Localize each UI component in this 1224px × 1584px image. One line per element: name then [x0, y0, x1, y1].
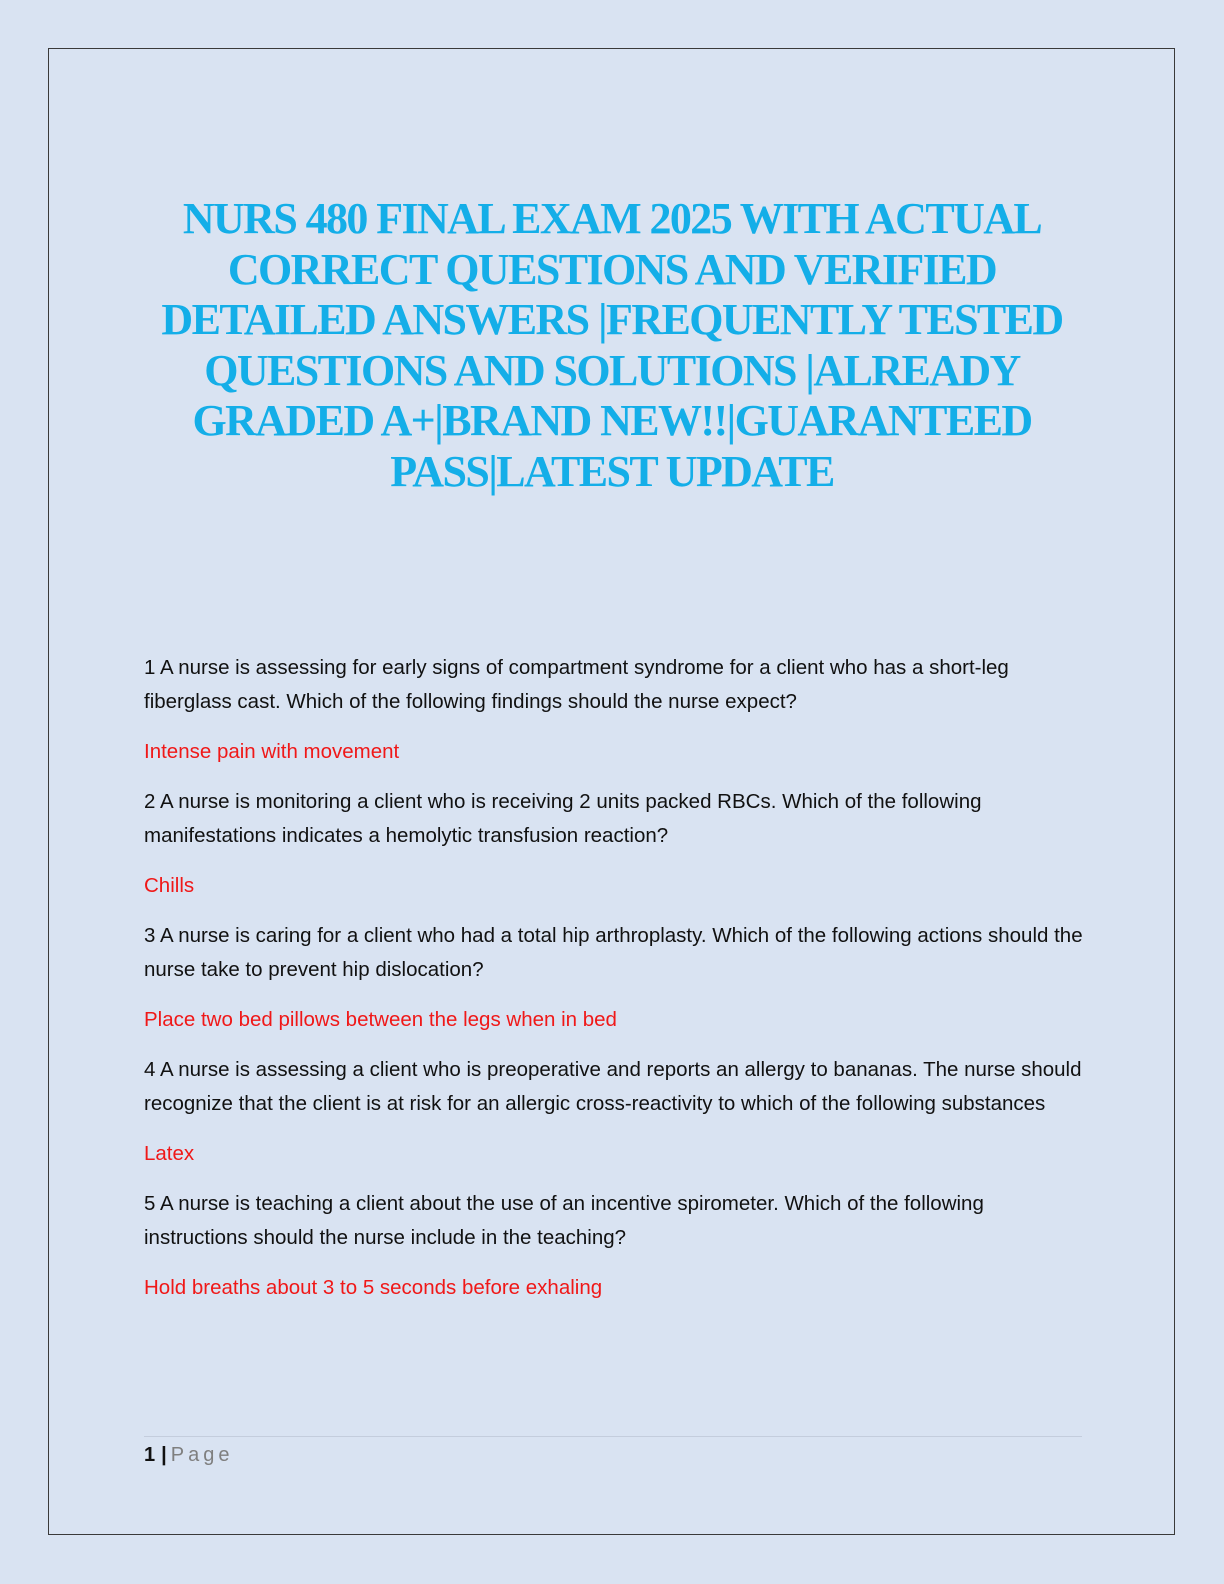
- page-label: Page: [170, 1444, 234, 1466]
- qa-item: [144, 785, 1084, 903]
- page-number: 1: [144, 1444, 156, 1466]
- question-text: 3 A nurse is caring for a client who had a total hip arthroplasty. Which of the following actions should the nurse take to prevent hip dislocation?: [144, 924, 1083, 981]
- footer-divider: [144, 1436, 1082, 1437]
- answer-text: Hold breaths about 3 to 5 seconds before exhaling: [144, 1276, 603, 1299]
- qa-item: [144, 919, 1084, 1037]
- question-text: 4 A nurse is assessing a client who is preoperative and reports an allergy to bananas. The nurse should recognize that the client is at risk for an allergic cross-reactivity to which of the following substances: [144, 1058, 1082, 1115]
- question-text: 5 A nurse is teaching a client about the use of an incentive spirometer. Which of the following instructions should the nurse include in the teaching?: [144, 1192, 984, 1249]
- question-text: 1 A nurse is assessing for early signs of compartment syndrome for a client who has a short-leg fiberglass cast. Which of the following findings should the nurse expect?: [144, 656, 1009, 713]
- answer-text: Latex: [144, 1142, 195, 1165]
- qa-item: [144, 1053, 1084, 1171]
- qa-item: [144, 651, 1084, 769]
- page-footer: [144, 1440, 233, 1470]
- answer-text: Intense pain with movement: [144, 740, 400, 763]
- answer-text: Chills: [144, 874, 195, 897]
- question-text: 2 A nurse is monitoring a client who is receiving 2 units packed RBCs. Which of the following manifestations indicates a hemolytic transfusion reaction?: [144, 790, 982, 847]
- qa-list: [144, 651, 1084, 1321]
- answer-text: Place two bed pillows between the legs when in bed: [144, 1008, 617, 1031]
- qa-item: [144, 1187, 1084, 1305]
- document-title: NURS 480 FINAL EXAM 2025 WITH ACTUAL CORRECT QUESTIONS AND VERIFIED DETAILED ANSWERS |FREQUENTLY TESTED QUESTIONS AND SOLUTIONS |ALREADY GRADED A+|BRAND NEW!!|GUARANTEED PASS|LATEST UPDATE: [161, 194, 1063, 496]
- footer-separator: |: [161, 1444, 167, 1466]
